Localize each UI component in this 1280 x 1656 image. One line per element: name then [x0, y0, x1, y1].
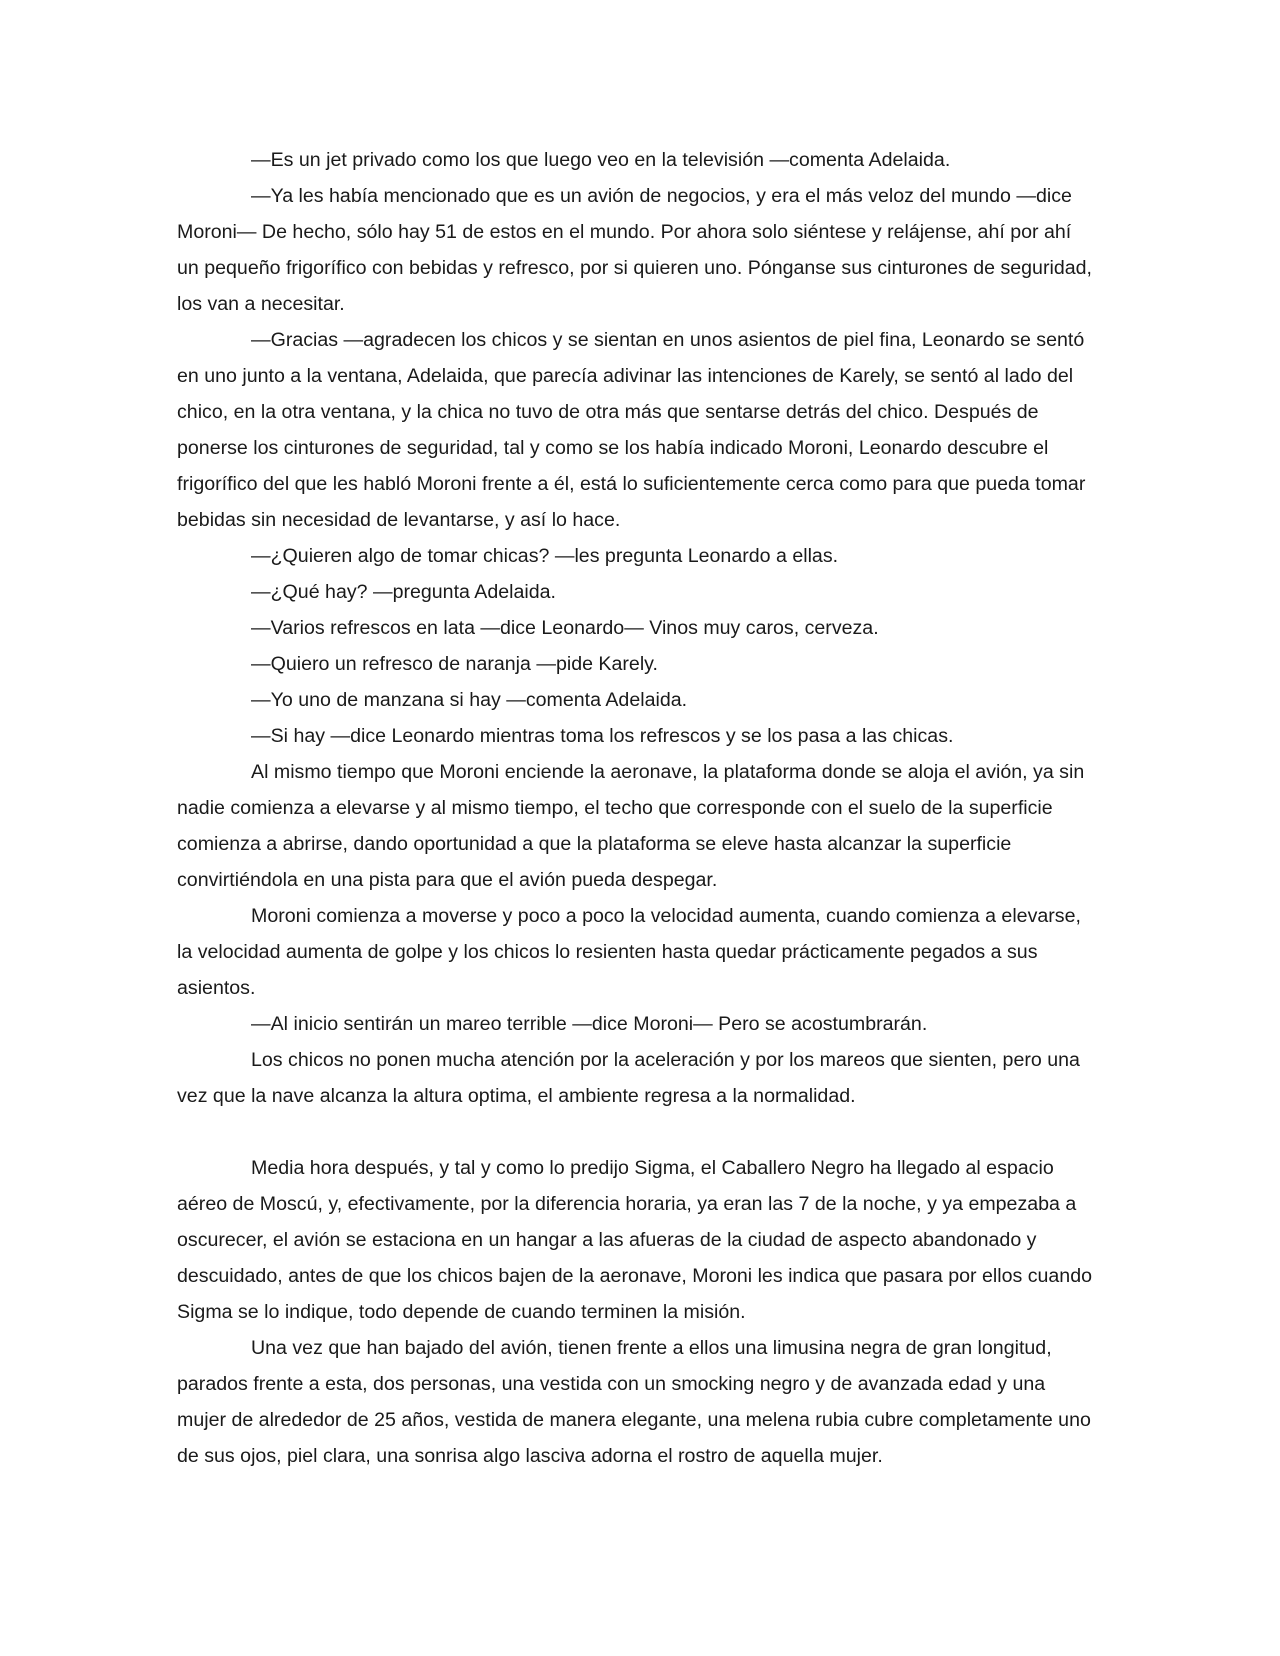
- paragraph-14: Media hora después, y tal y como lo predijo Sigma, el Caballero Negro ha llegado al espacio aéreo de Moscú, y, efectivamente, por la diferencia horaria, ya eran las 7 de la noche, y ya empezaba a oscurecer, el avión se estaciona en un hangar a las afueras de la ciudad de aspecto abandonado y descuidado, antes de que los chicos bajen de la aeronave, Moroni les indica que pasara por ellos cuando Sigma se lo indique, todo depende de cuando terminen la misión.: [177, 1157, 1092, 1323]
- paragraph-10: Al mismo tiempo que Moroni enciende la aeronave, la plataforma donde se aloja el avión, ya sin nadie comienza a elevarse y al mismo tiempo, el techo que corresponde con el suelo de la superficie comienza a abrirse, dando oportunidad a que la plataforma se eleve hasta alcanzar la superficie convirtiéndola en una pista para que el avión pueda despegar.: [177, 761, 1085, 891]
- paragraph-9: —Si hay —dice Leonardo mientras toma los refrescos y se los pasa a las chicas.: [251, 725, 954, 747]
- paragraph-2: —Ya les había mencionado que es un avión de negocios, y era el más veloz del mundo —dice Moroni— De hecho, sólo hay 51 de estos en el mundo. Por ahora solo siéntese y relájense, ahí por ahí un pequeño frigorífico con bebidas y refresco, por si quieren uno. Pónganse sus cinturones de seguridad, los van a necesitar.: [177, 185, 1092, 315]
- paragraph-13: Los chicos no ponen mucha atención por la aceleración y por los mareos que sienten, pero una vez que la nave alcanza la altura optima, el ambiente regresa a la normalidad.: [177, 1049, 1080, 1107]
- paragraph-3: —Gracias —agradecen los chicos y se sientan en unos asientos de piel fina, Leonardo se sentó en uno junto a la ventana, Adelaida, que parecía adivinar las intenciones de Karely, se sentó al lado del chico, en la otra ventana, y la chica no tuvo de otra más que sentarse detrás del chico. Después de ponerse los cinturones de seguridad, tal y como se los había indicado Moroni, Leonardo descubre el frigorífico del que les habló Moroni frente a él, está lo suficientemente cerca como para que pueda tomar bebidas sin necesidad de levantarse, y así lo hace.: [177, 329, 1086, 531]
- paragraph-15: Una vez que han bajado del avión, tienen frente a ellos una limusina negra de gran longitud, parados frente a esta, dos personas, una vestida con un smocking negro y de avanzada edad y una mujer de alrededor de 25 años, vestida de manera elegante, una melena rubia cubre completamente uno de sus ojos, piel clara, una sonrisa algo lasciva adorna el rostro de aquella mujer.: [177, 1337, 1091, 1467]
- section-break: [177, 1114, 1097, 1150]
- body-text: [177, 142, 1097, 1474]
- paragraph-8: —Yo uno de manzana si hay —comenta Adelaida.: [251, 689, 688, 711]
- paragraph-12: —Al inicio sentirán un mareo terrible —dice Moroni— Pero se acostumbrarán.: [251, 1013, 928, 1035]
- paragraph-7: —Quiero un refresco de naranja —pide Karely.: [251, 653, 658, 675]
- paragraph-6: —Varios refrescos en lata —dice Leonardo— Vinos muy caros, cerveza.: [251, 617, 879, 639]
- paragraph-5: —¿Qué hay? —pregunta Adelaida.: [251, 581, 556, 603]
- paragraph-4: —¿Quieren algo de tomar chicas? —les pregunta Leonardo a ellas.: [251, 545, 839, 567]
- paragraph-1: —Es un jet privado como los que luego veo en la televisión —comenta Adelaida.: [251, 149, 951, 171]
- paragraph-11: Moroni comienza a moverse y poco a poco la velocidad aumenta, cuando comienza a elevarse, la velocidad aumenta de golpe y los chicos lo resienten hasta quedar prácticamente pegados a sus asientos.: [177, 905, 1081, 999]
